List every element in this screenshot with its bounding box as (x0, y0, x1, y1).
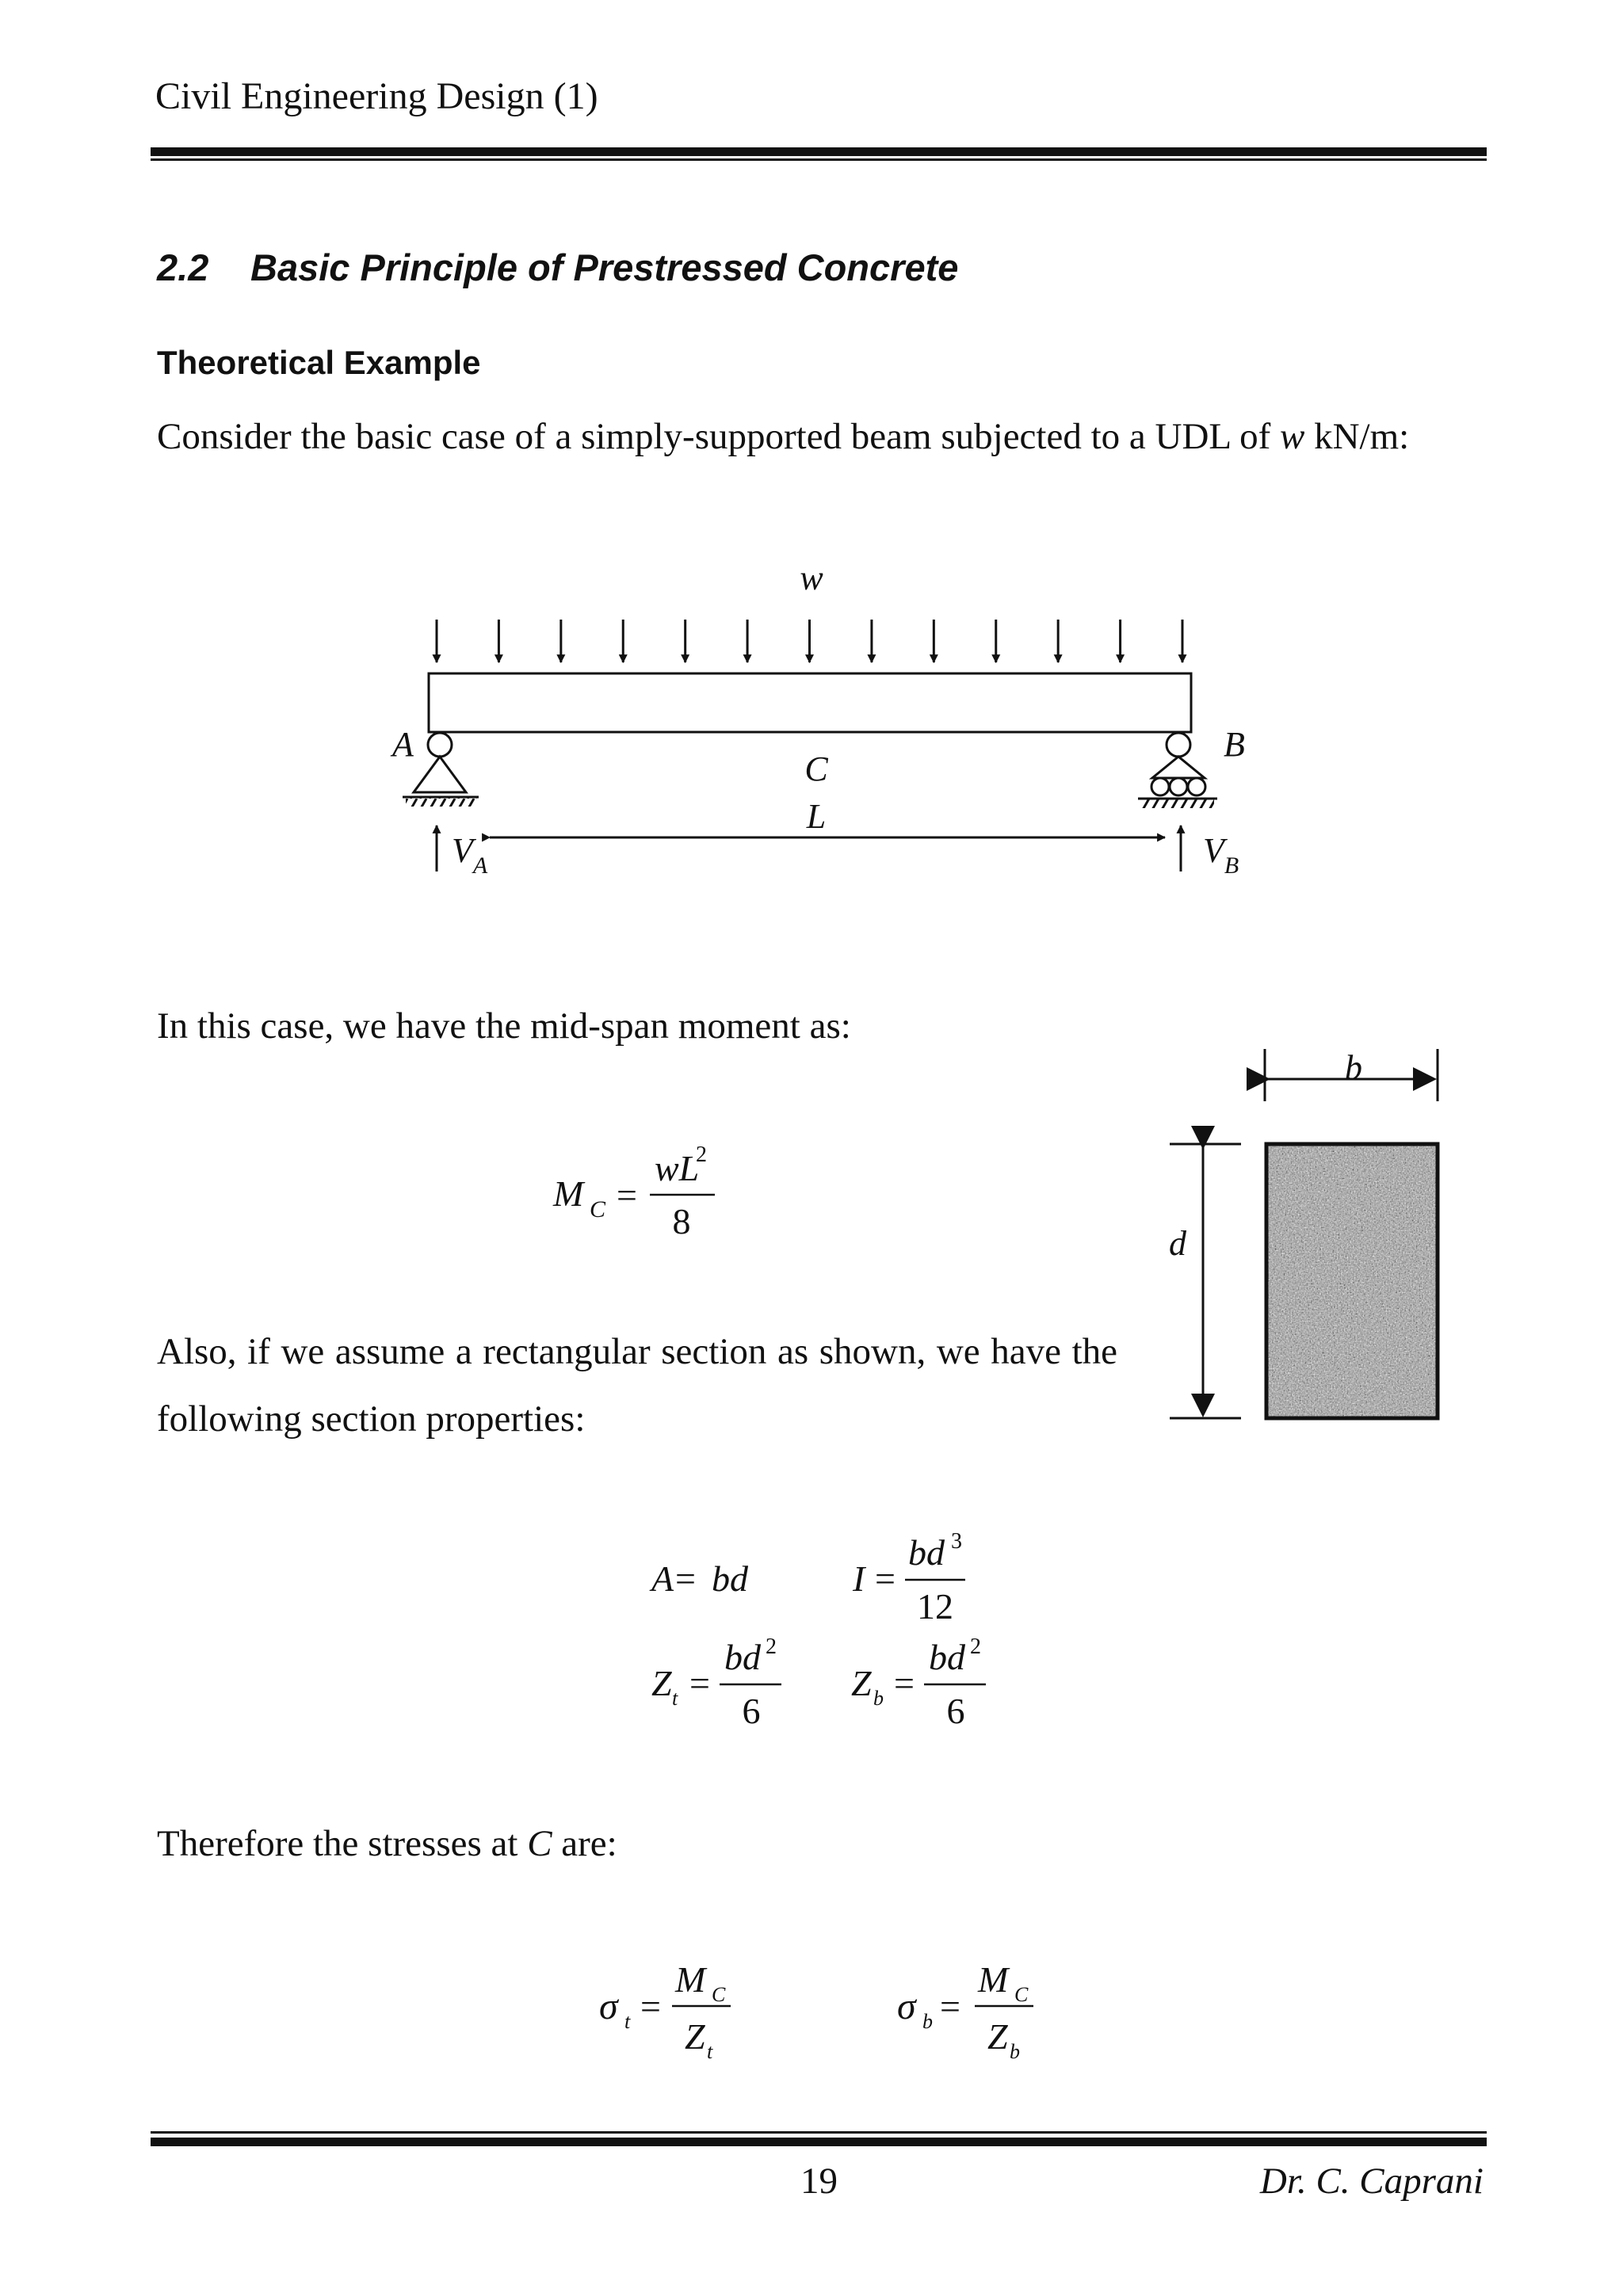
depth-label: d (1169, 1224, 1186, 1263)
svg-text:6: 6 (946, 1691, 965, 1731)
svg-text:A: A (651, 1558, 674, 1599)
svg-text:2: 2 (766, 1634, 777, 1659)
concrete-texture (1266, 1144, 1438, 1418)
beam (429, 673, 1191, 732)
svg-text:bd: bd (712, 1558, 748, 1599)
svg-text:Z: Z (685, 2016, 705, 2057)
svg-text:=: = (689, 1663, 710, 1703)
reaction-label-right: $V_B$ (1203, 831, 1239, 879)
svg-text:8: 8 (672, 1201, 691, 1241)
svg-text:2: 2 (696, 1142, 707, 1167)
svg-text:3: 3 (951, 1529, 962, 1554)
svg-text:Z: Z (851, 1663, 872, 1703)
svg-text:Z: Z (987, 2016, 1008, 2057)
intro-text: Consider the basic case of a simply-supported beam subjected to a UDL of (157, 416, 1280, 457)
svg-text:bd: bd (908, 1532, 945, 1573)
svg-text:Z: Z (651, 1663, 672, 1703)
footer-rule-thin (151, 2131, 1487, 2134)
svg-text:=: = (940, 1986, 960, 2027)
inertia-equation (852, 1529, 965, 1627)
stress-top-equation (599, 1959, 731, 2063)
udl-arrows (437, 620, 1182, 662)
svg-text:6: 6 (742, 1691, 761, 1731)
svg-text:=: = (640, 1986, 661, 2027)
subheading: Theoretical Example (157, 344, 481, 381)
footer-author: Dr. C. Caprani (1259, 2161, 1484, 2202)
svg-text:b: b (873, 1687, 884, 1710)
stress-intro-text: Therefore the stresses at (157, 1823, 528, 1864)
pin-support-left (403, 733, 479, 807)
section-title: Basic Principle of Prestressed Concrete (250, 246, 959, 288)
svg-text:C: C (590, 1196, 606, 1222)
svg-text:I: I (853, 1558, 865, 1599)
svg-text:=: = (894, 1663, 915, 1703)
svg-text:b: b (1010, 2040, 1020, 2063)
svg-text:t: t (672, 1687, 678, 1710)
svg-text:σ: σ (897, 1985, 916, 2027)
moment-equation (552, 1142, 715, 1241)
reaction-label-left: $V_A$ (452, 831, 488, 879)
svg-text:b: b (922, 2010, 933, 2033)
stress-intro-after: are: (552, 1823, 617, 1864)
svg-text:bd: bd (724, 1637, 761, 1677)
svg-text:M: M (553, 1173, 584, 1214)
svg-text:=: = (617, 1175, 637, 1215)
svg-text:12: 12 (917, 1586, 953, 1627)
zt-equation (651, 1634, 781, 1731)
roller-support-right (1138, 733, 1217, 808)
svg-text:t: t (707, 2040, 713, 2063)
svg-text:=: = (875, 1558, 896, 1599)
page-number: 19 (800, 2161, 838, 2202)
svg-text:wL: wL (655, 1148, 700, 1188)
section-properties-paragraph: Also, if we assume a rectangular section as shown, we have the following section properties: (157, 1331, 1117, 1440)
svg-text:M: M (675, 1959, 706, 2000)
width-label: b (1345, 1048, 1362, 1087)
intro-unit: kN/m: (1304, 416, 1410, 457)
svg-text:σ: σ (599, 1985, 618, 2027)
svg-text:C: C (1014, 1983, 1029, 2006)
intro-var: w (1280, 416, 1305, 457)
footer-rule-thick (151, 2138, 1487, 2146)
stress-bottom-equation (897, 1959, 1033, 2063)
udl-label: w (800, 559, 823, 597)
svg-text:C: C (712, 1983, 726, 2006)
stress-intro-paragraph (157, 1825, 617, 1863)
cross-section-diagram (1169, 1048, 1438, 1418)
svg-text:=: = (675, 1558, 696, 1599)
support-label-b: B (1224, 725, 1245, 764)
zb-equation (851, 1634, 986, 1731)
area-equation (649, 1558, 749, 1599)
svg-text:2: 2 (970, 1634, 981, 1659)
span-label-l: L (806, 797, 827, 836)
svg-text:t: t (624, 2010, 631, 2033)
support-label-a: A (392, 725, 414, 764)
stress-intro-var: C (527, 1823, 552, 1864)
midspan-label-c: C (804, 749, 828, 788)
svg-text:M: M (978, 1959, 1009, 2000)
svg-text:bd: bd (929, 1637, 965, 1677)
section-number: 2.2 (157, 246, 209, 288)
moment-intro-paragraph: In this case, we have the mid-span moment as: (157, 1005, 851, 1047)
header-title: Civil Engineering Design (1) (155, 75, 598, 117)
